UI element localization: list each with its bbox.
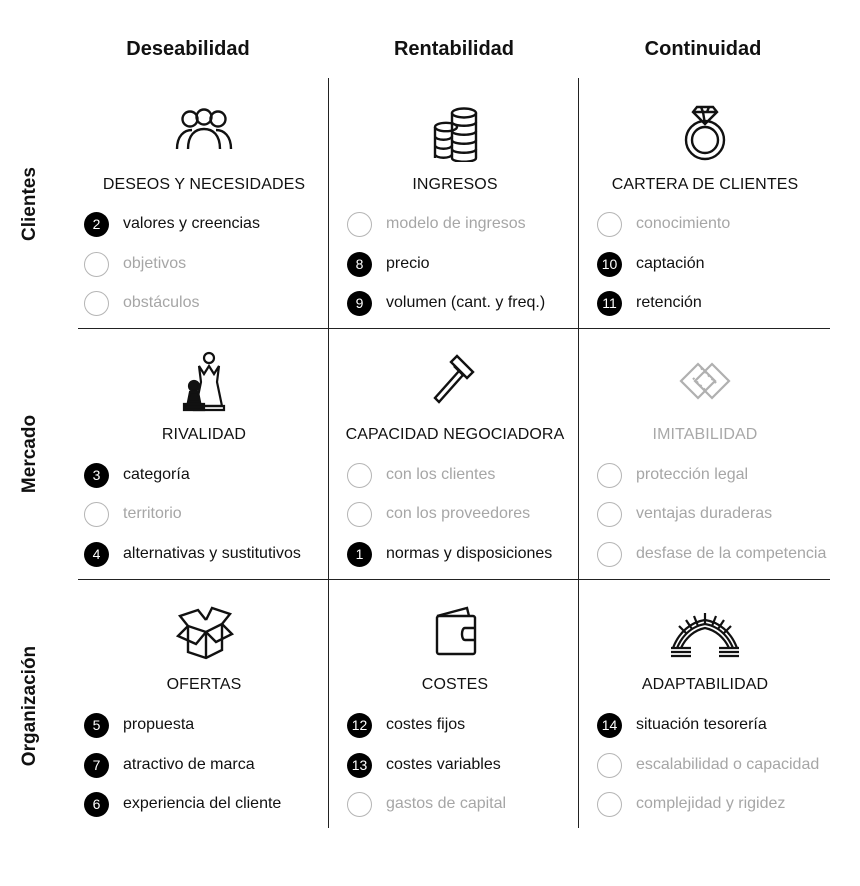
empty-badge [597, 212, 622, 237]
list-item [597, 251, 705, 277]
list-item [597, 462, 748, 488]
empty-badge [347, 463, 372, 488]
cell-title: OFERTAS [166, 676, 242, 693]
item-label: costes fijos [386, 716, 466, 733]
empty-badge [84, 291, 109, 316]
item-label: conocimiento [636, 215, 731, 232]
list-item [347, 752, 501, 778]
list-item [347, 791, 506, 817]
number-badge: 8 [347, 252, 372, 277]
cell-ingresos [329, 80, 581, 330]
item-label: situación tesorería [636, 716, 767, 733]
item-label: propuesta [123, 716, 195, 733]
item-label: con los clientes [386, 466, 496, 483]
item-label: escalabilidad o capacidad [636, 756, 820, 773]
item-label: precio [386, 255, 430, 272]
list-item [597, 541, 826, 567]
list-item [84, 752, 255, 778]
empty-badge [347, 792, 372, 817]
number-badge: 13 [347, 753, 372, 778]
item-label: alternativas y sustitutivos [123, 545, 301, 562]
cell-capacidad-negociadora [329, 330, 581, 580]
row-header-clientes: Clientes [19, 167, 40, 241]
number-badge: 9 [347, 291, 372, 316]
cell-title: RIVALIDAD [161, 426, 247, 443]
diamond-ring-icon [665, 100, 745, 162]
cell-title: COSTES [421, 676, 489, 693]
list-item [597, 712, 767, 738]
list-item [84, 211, 260, 237]
item-label: volumen (cant. y freq.) [386, 294, 546, 311]
cell-title: IMITABILIDAD [652, 426, 758, 443]
open-box-icon [164, 600, 244, 662]
number-badge: 6 [84, 792, 109, 817]
list-item [84, 791, 281, 817]
people-group-icon [164, 100, 244, 162]
list-item [347, 501, 530, 527]
item-label: obstáculos [123, 294, 200, 311]
column-header-rentabilidad: Rentabilidad [393, 38, 514, 60]
list-item [84, 541, 301, 567]
item-label: atractivo de marca [123, 756, 255, 773]
number-badge: 7 [84, 753, 109, 778]
item-label: valores y creencias [123, 215, 260, 232]
cell-deseos-necesidades [78, 80, 330, 330]
cell-adaptabilidad [579, 580, 831, 830]
number-badge: 14 [597, 713, 622, 738]
cell-costes [329, 580, 581, 830]
list-item [347, 712, 465, 738]
number-badge: 11 [597, 291, 622, 316]
number-badge: 1 [347, 542, 372, 567]
empty-badge [84, 252, 109, 277]
empty-badge [597, 792, 622, 817]
list-item [597, 752, 819, 778]
empty-badge [597, 542, 622, 567]
row-header-mercado: Mercado [19, 414, 40, 494]
empty-badge [84, 502, 109, 527]
cell-title: CARTERA DE CLIENTES [611, 176, 799, 193]
list-item [84, 251, 186, 277]
item-label: con los proveedores [386, 505, 531, 522]
item-label: modelo de ingresos [386, 215, 526, 232]
item-label: gastos de capital [386, 795, 507, 812]
list-item [84, 462, 190, 488]
overlapping-diamonds-icon [665, 350, 745, 412]
list-item [597, 211, 730, 237]
number-badge: 10 [597, 252, 622, 277]
cell-ofertas [78, 580, 330, 830]
list-item [347, 290, 545, 316]
wallet-icon [415, 600, 495, 662]
item-label: ventajas duraderas [636, 505, 773, 522]
chess-pieces-icon [164, 350, 244, 412]
empty-badge [597, 753, 622, 778]
empty-badge [597, 463, 622, 488]
cell-title: DESEOS Y NECESIDADES [102, 176, 306, 193]
slinky-spring-icon [665, 600, 745, 662]
list-item [84, 501, 182, 527]
number-badge: 3 [84, 463, 109, 488]
item-label: costes variables [386, 756, 501, 773]
item-label: categoría [123, 466, 190, 483]
list-item [84, 290, 200, 316]
list-item [347, 541, 552, 567]
cell-title: INGRESOS [412, 176, 498, 193]
list-item [597, 501, 772, 527]
number-badge: 4 [84, 542, 109, 567]
item-label: experiencia del cliente [123, 795, 282, 812]
gavel-icon [415, 350, 495, 412]
list-item [347, 211, 526, 237]
item-label: protección legal [636, 466, 749, 483]
number-badge: 5 [84, 713, 109, 738]
cell-cartera-clientes [579, 80, 831, 330]
item-label: captación [636, 255, 705, 272]
column-header-deseabilidad: Deseabilidad [126, 38, 250, 60]
cell-title: ADAPTABILIDAD [641, 676, 769, 693]
item-label: complejidad y rigidez [636, 795, 786, 812]
cell-title: CAPACIDAD NEGOCIADORA [345, 426, 565, 443]
number-badge: 2 [84, 212, 109, 237]
row-header-organizacion: Organización [19, 645, 40, 767]
item-label: objetivos [123, 255, 187, 272]
column-header-continuidad: Continuidad [644, 38, 762, 60]
list-item [597, 791, 785, 817]
item-label: desfase de la competencia [636, 545, 827, 562]
item-label: normas y disposiciones [386, 545, 553, 562]
number-badge: 12 [347, 713, 372, 738]
empty-badge [347, 212, 372, 237]
empty-badge [597, 502, 622, 527]
list-item [597, 290, 702, 316]
list-item [347, 251, 430, 277]
item-label: territorio [123, 505, 182, 522]
item-label: retención [636, 294, 702, 311]
cell-rivalidad [78, 330, 330, 580]
coin-stacks-icon [415, 100, 495, 162]
cell-imitabilidad [579, 330, 831, 580]
list-item [347, 462, 495, 488]
empty-badge [347, 502, 372, 527]
list-item [84, 712, 194, 738]
